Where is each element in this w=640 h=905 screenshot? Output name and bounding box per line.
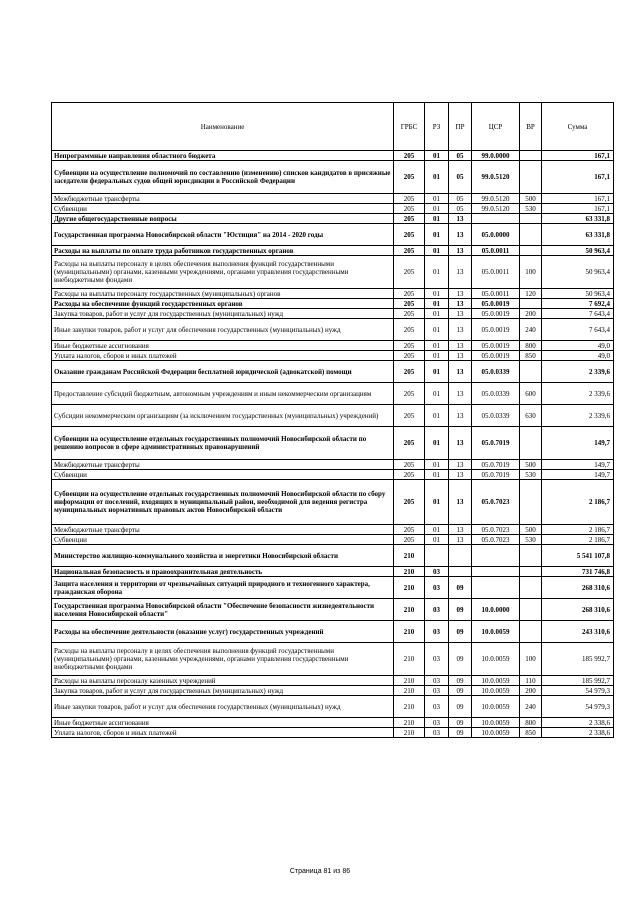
cell-pr	[449, 567, 472, 577]
cell-rz: 03	[425, 676, 449, 686]
cell-grbs: 205	[394, 256, 425, 289]
cell-pr: 13	[449, 383, 472, 405]
cell-rz: 03	[425, 599, 449, 621]
cell-rz: 01	[425, 151, 449, 161]
cell-csr	[472, 545, 520, 567]
table-row	[52, 361, 614, 383]
cell-grbs: 205	[394, 480, 425, 525]
cell-grbs: 210	[394, 577, 425, 599]
cell-sum: 50 963,4	[542, 289, 614, 299]
cell-pr: 13	[449, 214, 472, 224]
cell-pr: 13	[449, 256, 472, 289]
cell-name: Расходы на выплаты персоналу в целях обеспечения выполнения функций государственными (муниципальными) органами, казенными учреждениями, органами управления государственными внебюджетными фондами	[52, 256, 394, 289]
cell-name: Расходы на обеспечение функций государственных органов	[52, 299, 394, 309]
table-row	[52, 599, 614, 621]
cell-name: Субвенции на осуществление отдельных государственных полномочий Новосибирской области по сбору информации от поселений, входящих в муниципальный район, необходимой для ведения регистра муниципальных нормативных правовых актов Новосибирской области	[52, 480, 394, 525]
table-row	[52, 341, 614, 351]
cell-grbs: 210	[394, 728, 425, 738]
cell-vr: 200	[520, 686, 542, 696]
cell-csr: 05.0.7019	[472, 460, 520, 470]
cell-sum: 7 643,4	[542, 309, 614, 319]
header-name: Наименование	[52, 103, 394, 151]
cell-rz: 03	[425, 621, 449, 643]
cell-grbs: 205	[394, 341, 425, 351]
cell-sum: 63 331,8	[542, 224, 614, 246]
cell-csr: 05.0.7019	[472, 427, 520, 460]
cell-csr: 05.0.0011	[472, 246, 520, 256]
cell-grbs: 205	[394, 246, 425, 256]
cell-rz: 01	[425, 535, 449, 545]
cell-vr: 110	[520, 676, 542, 686]
header-pr: ПР	[449, 103, 472, 151]
cell-rz: 01	[425, 525, 449, 535]
cell-name: Уплата налогов, сборов и иных платежей	[52, 728, 394, 738]
cell-sum: 167,1	[542, 161, 614, 194]
cell-pr: 09	[449, 718, 472, 728]
cell-grbs: 205	[394, 525, 425, 535]
cell-vr	[520, 151, 542, 161]
cell-pr: 13	[449, 224, 472, 246]
header-rz: РЗ	[425, 103, 449, 151]
cell-pr: 13	[449, 361, 472, 383]
cell-name: Иные закупки товаров, работ и услуг для обеспечения государственных (муниципальных) нужд	[52, 696, 394, 718]
cell-csr: 05.0.0339	[472, 383, 520, 405]
cell-pr: 09	[449, 686, 472, 696]
cell-name: Расходы на выплаты персоналу государственных (муниципальных) органов	[52, 289, 394, 299]
cell-rz: 03	[425, 567, 449, 577]
cell-sum: 149,7	[542, 427, 614, 460]
table-row	[52, 676, 614, 686]
cell-grbs: 205	[394, 299, 425, 309]
cell-grbs: 205	[394, 224, 425, 246]
cell-name: Субсидии некоммерческим организациям (за исключением государственных (муниципальных) учреждений)	[52, 405, 394, 427]
cell-name: Межбюджетные трансферты	[52, 525, 394, 535]
cell-sum: 2 338,6	[542, 718, 614, 728]
cell-name: Иные закупки товаров, работ и услуг для обеспечения государственных (муниципальных) нужд	[52, 319, 394, 341]
cell-name: Государственная программа Новосибирской области "Обеспечение безопасности жизнедеятельности населения Новосибирской области"	[52, 599, 394, 621]
table-row	[52, 696, 614, 718]
table-row	[52, 718, 614, 728]
cell-grbs: 210	[394, 718, 425, 728]
cell-name: Субвенции на осуществление полномочий по составлению (изменению) списков кандидатов в присяжные заседатели федеральных судов общей юрисдикции в Российской Федерации	[52, 161, 394, 194]
cell-vr	[520, 224, 542, 246]
cell-pr: 13	[449, 351, 472, 361]
cell-grbs: 205	[394, 470, 425, 480]
cell-csr: 10.0.0059	[472, 676, 520, 686]
cell-csr: 10.0.0000	[472, 599, 520, 621]
cell-vr: 530	[520, 204, 542, 214]
cell-pr: 09	[449, 599, 472, 621]
cell-csr: 05.0.0019	[472, 319, 520, 341]
cell-name: Закупка товаров, работ и услуг для государственных (муниципальных) нужд	[52, 686, 394, 696]
cell-sum: 2 339,6	[542, 383, 614, 405]
budget-table	[51, 102, 614, 738]
cell-name: Непрограммные направления областного бюджета	[52, 151, 394, 161]
cell-csr: 05.0.0339	[472, 361, 520, 383]
cell-vr: 500	[520, 525, 542, 535]
cell-csr: 05.0.0339	[472, 405, 520, 427]
cell-csr: 10.0.0059	[472, 696, 520, 718]
cell-rz: 01	[425, 161, 449, 194]
table-row	[52, 525, 614, 535]
cell-vr	[520, 621, 542, 643]
header-sum: Сумма	[542, 103, 614, 151]
cell-name: Межбюджетные трансферты	[52, 460, 394, 470]
cell-sum: 7 643,4	[542, 319, 614, 341]
cell-sum: 54 979,3	[542, 686, 614, 696]
cell-pr: 13	[449, 341, 472, 351]
table-row	[52, 427, 614, 460]
cell-csr: 10.0.0059	[472, 621, 520, 643]
cell-sum: 149,7	[542, 460, 614, 470]
cell-grbs: 210	[394, 599, 425, 621]
cell-grbs: 205	[394, 309, 425, 319]
table-row	[52, 567, 614, 577]
cell-vr	[520, 427, 542, 460]
cell-vr	[520, 545, 542, 567]
cell-pr: 05	[449, 194, 472, 204]
cell-pr: 09	[449, 621, 472, 643]
cell-vr: 530	[520, 535, 542, 545]
cell-csr: 99.0.0000	[472, 151, 520, 161]
cell-pr: 13	[449, 246, 472, 256]
table-row	[52, 621, 614, 643]
cell-rz: 01	[425, 246, 449, 256]
cell-vr	[520, 480, 542, 525]
cell-grbs: 210	[394, 676, 425, 686]
cell-name: Оказание гражданам Российской Федерации бесплатной юридической (адвокатской) помощи	[52, 361, 394, 383]
table-row	[52, 309, 614, 319]
cell-rz: 03	[425, 718, 449, 728]
cell-rz: 01	[425, 405, 449, 427]
cell-pr: 13	[449, 289, 472, 299]
cell-csr: 05.0.0000	[472, 224, 520, 246]
table-row	[52, 224, 614, 246]
table-row	[52, 686, 614, 696]
cell-vr: 100	[520, 643, 542, 676]
cell-name: Государственная программа Новосибирской области "Юстиция" на 2014 - 2020 годы	[52, 224, 394, 246]
table-row	[52, 577, 614, 599]
cell-vr: 630	[520, 405, 542, 427]
cell-name: Расходы на выплаты по оплате труда работников государственных органов	[52, 246, 394, 256]
cell-grbs: 205	[394, 427, 425, 460]
cell-csr: 99.0.5120	[472, 204, 520, 214]
cell-sum: 54 979,3	[542, 696, 614, 718]
cell-csr	[472, 567, 520, 577]
cell-name: Закупка товаров, работ и услуг для государственных (муниципальных) нужд	[52, 309, 394, 319]
table-row	[52, 214, 614, 224]
cell-pr: 05	[449, 161, 472, 194]
cell-csr: 10.0.0059	[472, 718, 520, 728]
cell-grbs: 205	[394, 361, 425, 383]
cell-csr: 05.0.0019	[472, 309, 520, 319]
cell-rz: 01	[425, 319, 449, 341]
cell-rz: 03	[425, 577, 449, 599]
cell-csr: 10.0.0059	[472, 686, 520, 696]
cell-sum: 268 310,6	[542, 599, 614, 621]
cell-rz: 01	[425, 341, 449, 351]
cell-rz: 03	[425, 728, 449, 738]
cell-sum: 731 746,8	[542, 567, 614, 577]
cell-name: Субвенции	[52, 535, 394, 545]
cell-vr: 240	[520, 696, 542, 718]
cell-vr	[520, 361, 542, 383]
cell-grbs: 205	[394, 204, 425, 214]
table-row	[52, 545, 614, 567]
cell-vr	[520, 567, 542, 577]
cell-sum: 49,0	[542, 341, 614, 351]
cell-vr: 240	[520, 319, 542, 341]
table-row	[52, 319, 614, 341]
cell-vr: 850	[520, 351, 542, 361]
cell-grbs: 205	[394, 383, 425, 405]
cell-rz: 01	[425, 299, 449, 309]
cell-csr: 99.0.5120	[472, 194, 520, 204]
cell-pr: 05	[449, 151, 472, 161]
cell-pr: 09	[449, 577, 472, 599]
cell-csr: 99.0.5120	[472, 161, 520, 194]
cell-name: Уплата налогов, сборов и иных платежей	[52, 351, 394, 361]
header-csr: ЦСР	[472, 103, 520, 151]
cell-sum: 2 186,7	[542, 535, 614, 545]
cell-csr: 05.0.0011	[472, 256, 520, 289]
cell-grbs: 205	[394, 535, 425, 545]
cell-csr	[472, 214, 520, 224]
cell-csr: 05.0.0019	[472, 351, 520, 361]
cell-rz: 01	[425, 361, 449, 383]
cell-name: Другие общегосударственные вопросы	[52, 214, 394, 224]
cell-vr: 200	[520, 309, 542, 319]
cell-grbs: 205	[394, 194, 425, 204]
cell-csr: 05.0.7023	[472, 535, 520, 545]
cell-pr: 09	[449, 676, 472, 686]
cell-sum: 243 310,6	[542, 621, 614, 643]
cell-sum: 50 963,4	[542, 246, 614, 256]
cell-csr: 05.0.7019	[472, 470, 520, 480]
cell-vr: 500	[520, 194, 542, 204]
cell-sum: 167,1	[542, 151, 614, 161]
table-row	[52, 535, 614, 545]
cell-sum: 167,1	[542, 194, 614, 204]
table-row	[52, 470, 614, 480]
table-row	[52, 383, 614, 405]
cell-sum: 7 692,4	[542, 299, 614, 309]
page-number: Страница 81 из 86	[289, 868, 351, 875]
cell-sum: 50 963,4	[542, 256, 614, 289]
cell-rz: 03	[425, 696, 449, 718]
cell-csr: 10.0.0059	[472, 643, 520, 676]
cell-rz: 01	[425, 460, 449, 470]
cell-pr	[449, 545, 472, 567]
cell-rz: 01	[425, 480, 449, 525]
cell-pr: 13	[449, 470, 472, 480]
cell-name: Национальная безопасность и правоохранительная деятельность	[52, 567, 394, 577]
cell-grbs: 205	[394, 214, 425, 224]
cell-grbs: 205	[394, 319, 425, 341]
cell-grbs: 205	[394, 151, 425, 161]
cell-name: Иные бюджетные ассигнования	[52, 341, 394, 351]
cell-vr	[520, 599, 542, 621]
cell-sum: 167,1	[542, 204, 614, 214]
table-row	[52, 299, 614, 309]
cell-pr: 09	[449, 728, 472, 738]
cell-vr: 500	[520, 460, 542, 470]
cell-vr: 800	[520, 341, 542, 351]
cell-name: Субвенции на осуществление отдельных государственных полномочий Новосибирской области по решению вопросов в сфере административных правонарушений	[52, 427, 394, 460]
cell-pr: 13	[449, 319, 472, 341]
cell-rz: 01	[425, 351, 449, 361]
cell-rz: 01	[425, 309, 449, 319]
cell-rz: 01	[425, 224, 449, 246]
cell-pr: 09	[449, 643, 472, 676]
cell-sum: 2 186,7	[542, 480, 614, 525]
table-row	[52, 351, 614, 361]
cell-pr: 13	[449, 427, 472, 460]
cell-sum: 2 339,6	[542, 405, 614, 427]
cell-csr: 05.0.7023	[472, 525, 520, 535]
cell-name: Субвенции	[52, 204, 394, 214]
table-row	[52, 460, 614, 470]
cell-vr	[520, 246, 542, 256]
cell-name: Расходы на выплаты персоналу казенных учреждений	[52, 676, 394, 686]
cell-csr	[472, 577, 520, 599]
cell-vr: 800	[520, 718, 542, 728]
cell-name: Расходы на выплаты персоналу в целях обеспечения выполнения функций государственными (муниципальными) органами, казенными учреждениями, органами управления государственными внебюджетными фондами	[52, 643, 394, 676]
cell-vr: 850	[520, 728, 542, 738]
cell-name: Субвенции	[52, 470, 394, 480]
cell-grbs: 205	[394, 405, 425, 427]
cell-sum: 5 541 107,8	[542, 545, 614, 567]
table-row	[52, 728, 614, 738]
cell-vr: 530	[520, 470, 542, 480]
cell-rz: 01	[425, 470, 449, 480]
cell-sum: 63 331,8	[542, 214, 614, 224]
table-row	[52, 480, 614, 525]
cell-rz: 03	[425, 686, 449, 696]
table-row	[52, 151, 614, 161]
cell-name: Предоставление субсидий бюджетным, автономным учреждениям и иным некоммерческим организациям	[52, 383, 394, 405]
cell-sum: 185 992,7	[542, 643, 614, 676]
cell-grbs: 210	[394, 643, 425, 676]
cell-rz: 01	[425, 383, 449, 405]
cell-sum: 2 339,6	[542, 361, 614, 383]
cell-vr	[520, 577, 542, 599]
header-vr: ВР	[520, 103, 542, 151]
cell-pr: 13	[449, 535, 472, 545]
header-grbs: ГРБС	[394, 103, 425, 151]
cell-name: Межбюджетные трансферты	[52, 194, 394, 204]
cell-vr	[520, 214, 542, 224]
table-row	[52, 256, 614, 289]
cell-grbs: 210	[394, 545, 425, 567]
cell-csr: 05.0.0019	[472, 341, 520, 351]
cell-vr: 100	[520, 256, 542, 289]
cell-rz: 01	[425, 214, 449, 224]
cell-grbs: 205	[394, 460, 425, 470]
cell-sum: 49,0	[542, 351, 614, 361]
table-row	[52, 246, 614, 256]
cell-rz: 01	[425, 289, 449, 299]
cell-rz: 01	[425, 256, 449, 289]
cell-rz: 01	[425, 204, 449, 214]
cell-sum: 149,7	[542, 470, 614, 480]
cell-grbs: 205	[394, 161, 425, 194]
cell-grbs: 210	[394, 621, 425, 643]
cell-sum: 185 992,7	[542, 676, 614, 686]
table-row	[52, 289, 614, 299]
cell-rz: 01	[425, 427, 449, 460]
cell-name: Расходы на обеспечение деятельности (оказание услуг) государственных учреждений	[52, 621, 394, 643]
cell-sum: 2 338,6	[542, 728, 614, 738]
cell-name: Министерство жилищно-коммунального хозяйства и энергетики Новосибирской области	[52, 545, 394, 567]
cell-grbs: 210	[394, 567, 425, 577]
cell-rz: 03	[425, 643, 449, 676]
table-header-row	[52, 103, 614, 151]
cell-pr: 13	[449, 480, 472, 525]
cell-pr: 13	[449, 460, 472, 470]
cell-vr: 600	[520, 383, 542, 405]
cell-pr: 13	[449, 405, 472, 427]
cell-sum: 2 186,7	[542, 525, 614, 535]
cell-vr	[520, 299, 542, 309]
cell-name: Защита населения и территории от чрезвычайных ситуаций природного и техногенного характера, гражданская оборона	[52, 577, 394, 599]
cell-name: Иные бюджетные ассигнования	[52, 718, 394, 728]
table-row	[52, 194, 614, 204]
cell-vr: 120	[520, 289, 542, 299]
cell-grbs: 210	[394, 696, 425, 718]
cell-grbs: 205	[394, 289, 425, 299]
cell-sum: 268 310,6	[542, 577, 614, 599]
cell-grbs: 205	[394, 351, 425, 361]
cell-pr: 05	[449, 204, 472, 214]
table-row	[52, 204, 614, 214]
cell-csr: 05.0.0019	[472, 299, 520, 309]
cell-rz	[425, 545, 449, 567]
cell-pr: 09	[449, 696, 472, 718]
cell-vr	[520, 161, 542, 194]
cell-grbs: 210	[394, 686, 425, 696]
table-row	[52, 643, 614, 676]
cell-pr: 13	[449, 309, 472, 319]
cell-pr: 13	[449, 525, 472, 535]
table-row	[52, 405, 614, 427]
cell-csr: 05.0.7023	[472, 480, 520, 525]
cell-csr: 10.0.0059	[472, 728, 520, 738]
cell-csr: 05.0.0011	[472, 289, 520, 299]
table-row	[52, 161, 614, 194]
cell-rz: 01	[425, 194, 449, 204]
cell-pr: 13	[449, 299, 472, 309]
